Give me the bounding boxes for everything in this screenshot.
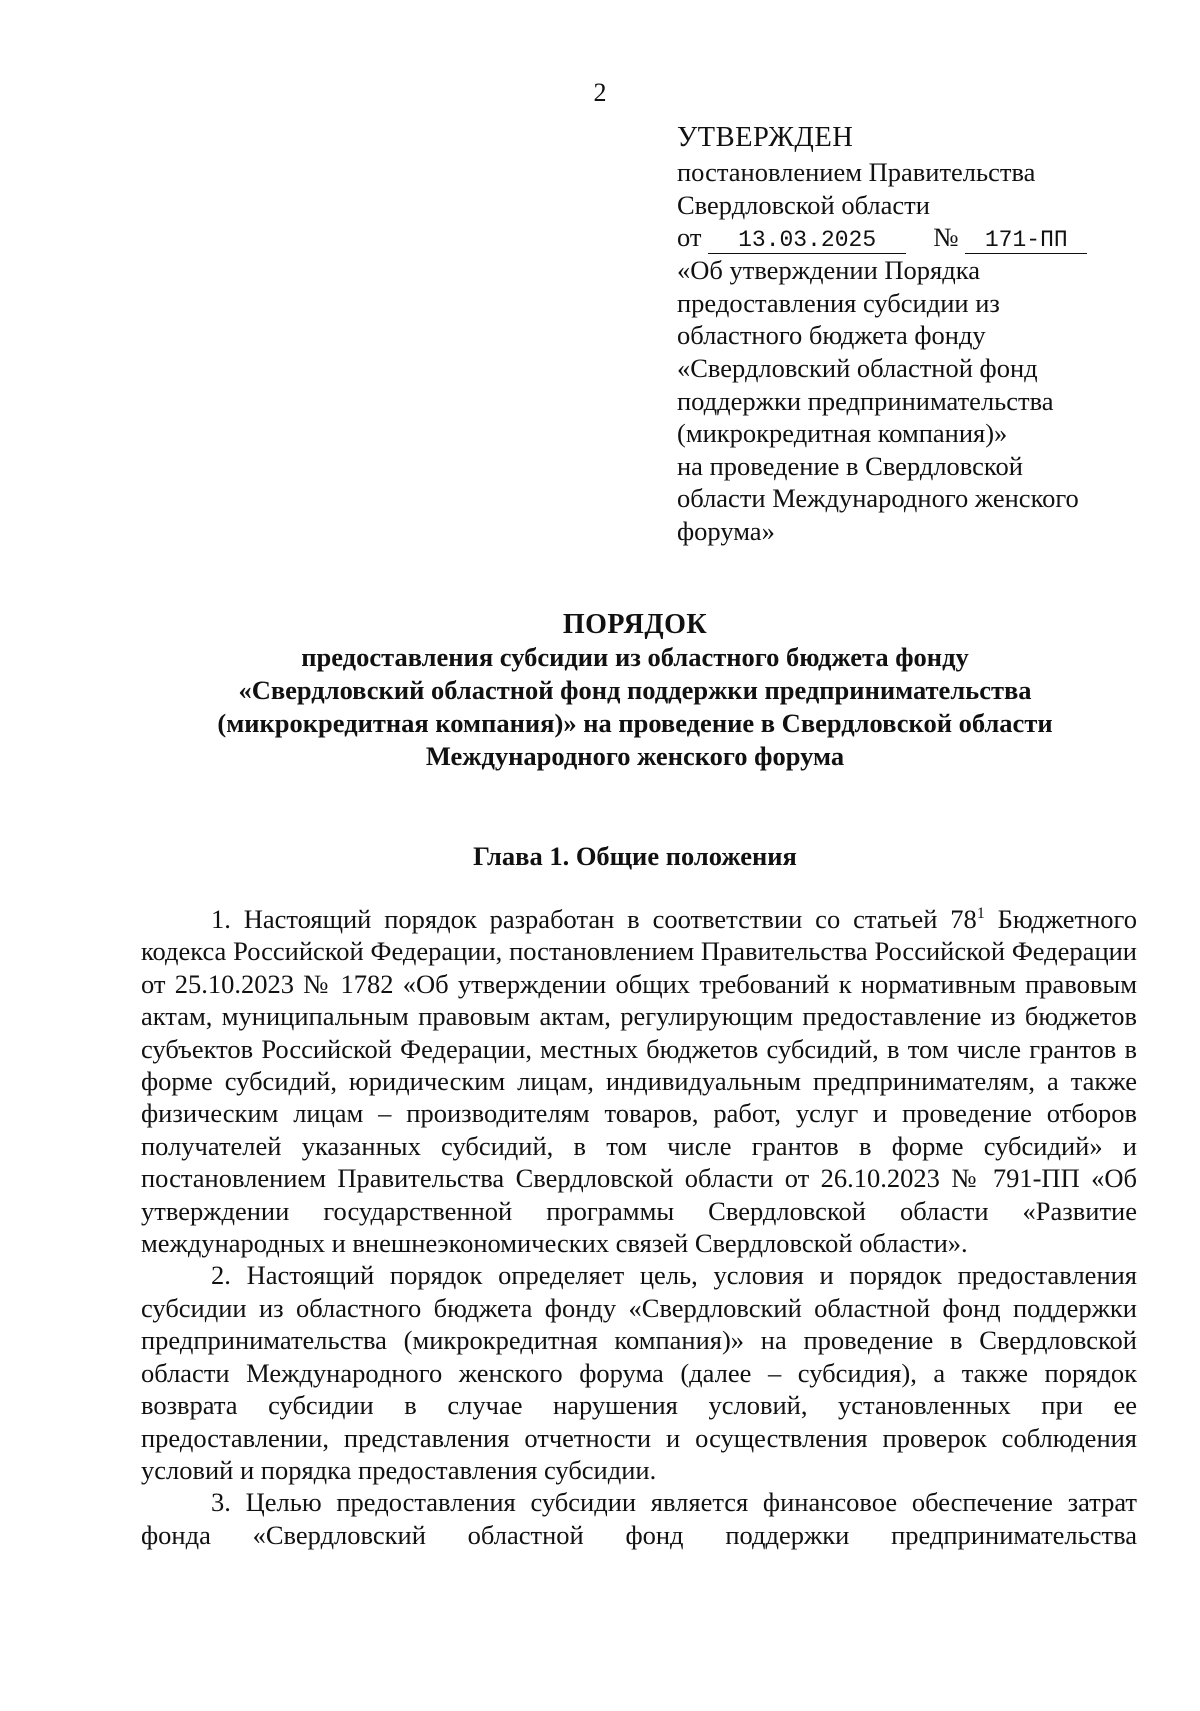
approval-title-line: на проведение в Свердловской	[677, 450, 1023, 481]
chapter-title: Глава 1. Общие положения	[473, 841, 797, 871]
approval-line-2: Свердловской области	[677, 189, 930, 220]
page-number: 2	[593, 78, 607, 107]
approved-heading: УТВЕРЖДЕН	[677, 122, 854, 153]
article-superscript: 1	[976, 905, 985, 923]
approval-title-line: «Об утверждении Порядка	[677, 255, 980, 286]
approval-title-line: области Международного женского	[677, 483, 1079, 514]
approval-title-line: поддержки предпринимательства	[677, 385, 1054, 416]
number-prefix: №	[933, 222, 959, 253]
approval-date-line	[677, 221, 1137, 254]
document-title-line: предоставления субсидии из областного бюджета фонду	[301, 642, 969, 672]
approval-title-line: форума»	[677, 515, 775, 546]
paragraph-1-start: 1. Настоящий порядок разработан в соответствии со статьей 78	[211, 904, 977, 934]
approval-number: 171-ПП	[965, 227, 1087, 254]
approval-line-1: постановлением Правительства	[677, 157, 1036, 187]
paragraph-1	[141, 903, 1137, 1259]
paragraph-1-rest: Бюджетного кодекса Российской Федерации, постановлением Правительства Российской Федерации от 25.10.2023 № 1782 «Об утверждении общих требований к нормативным правовым актам, муниципальным правовым актам, регулирующим предоставление из бюджетов субъектов Российской Федерации, местных бюджетов субсидий, в том числе грантов в форме субсидий, юридическим лицам, индивидуальным предпринимателям, а также физическим лицам – производителям товаров, работ, услуг и проведение отборов получателей указанных субсидий, в том числе грантов в форме субсидий» и постановлением Правительства Свердловской области от 26.10.2023 № 791-ПП «Об утверждении государственной программы Свердловской области «Развитие международных и внешнеэкономических связей Свердловской области».	[141, 904, 1137, 1259]
approval-title-line: областного бюджета фонду	[677, 320, 986, 351]
approval-date: 13.03.2025	[708, 227, 906, 254]
approval-title-line: (микрокредитная компания)»	[677, 418, 1008, 449]
document-body	[141, 903, 1137, 1551]
date-prefix: от	[677, 222, 702, 253]
paragraph-3: 3. Целью предоставления субсидии является финансовое обеспечение затрат фонда «Свердловский областной фонд поддержки предпринимательства	[141, 1487, 1137, 1550]
approval-block	[677, 120, 1137, 548]
document-title	[130, 608, 1140, 773]
document-title-line: Международного женского форума	[425, 741, 845, 771]
paragraph-2: 2. Настоящий порядок определяет цель, условия и порядок предоставления субсидии из областного бюджета фонду «Свердловский областной фонд поддержки предпринимательства (микрокредитная компания)» на проведение в Свердловской области Международного женского форума (далее – субсидия), а также порядок возврата субсидии в случае нарушения условий, установленных при ее предоставлении, представления отчетности и осуществления проверок соблюдения условий и порядка предоставления субсидии.	[141, 1260, 1137, 1485]
approval-title-line: предоставления субсидии из	[677, 287, 1000, 318]
approval-title-line: «Свердловский областной фонд	[677, 352, 1038, 383]
document-title-line: «Свердловский областной фонд поддержки предпринимательства	[238, 675, 1032, 705]
document-heading: ПОРЯДОК	[562, 609, 708, 640]
document-title-line: (микрокредитная компания)» на проведение в Свердловской области	[217, 708, 1053, 738]
